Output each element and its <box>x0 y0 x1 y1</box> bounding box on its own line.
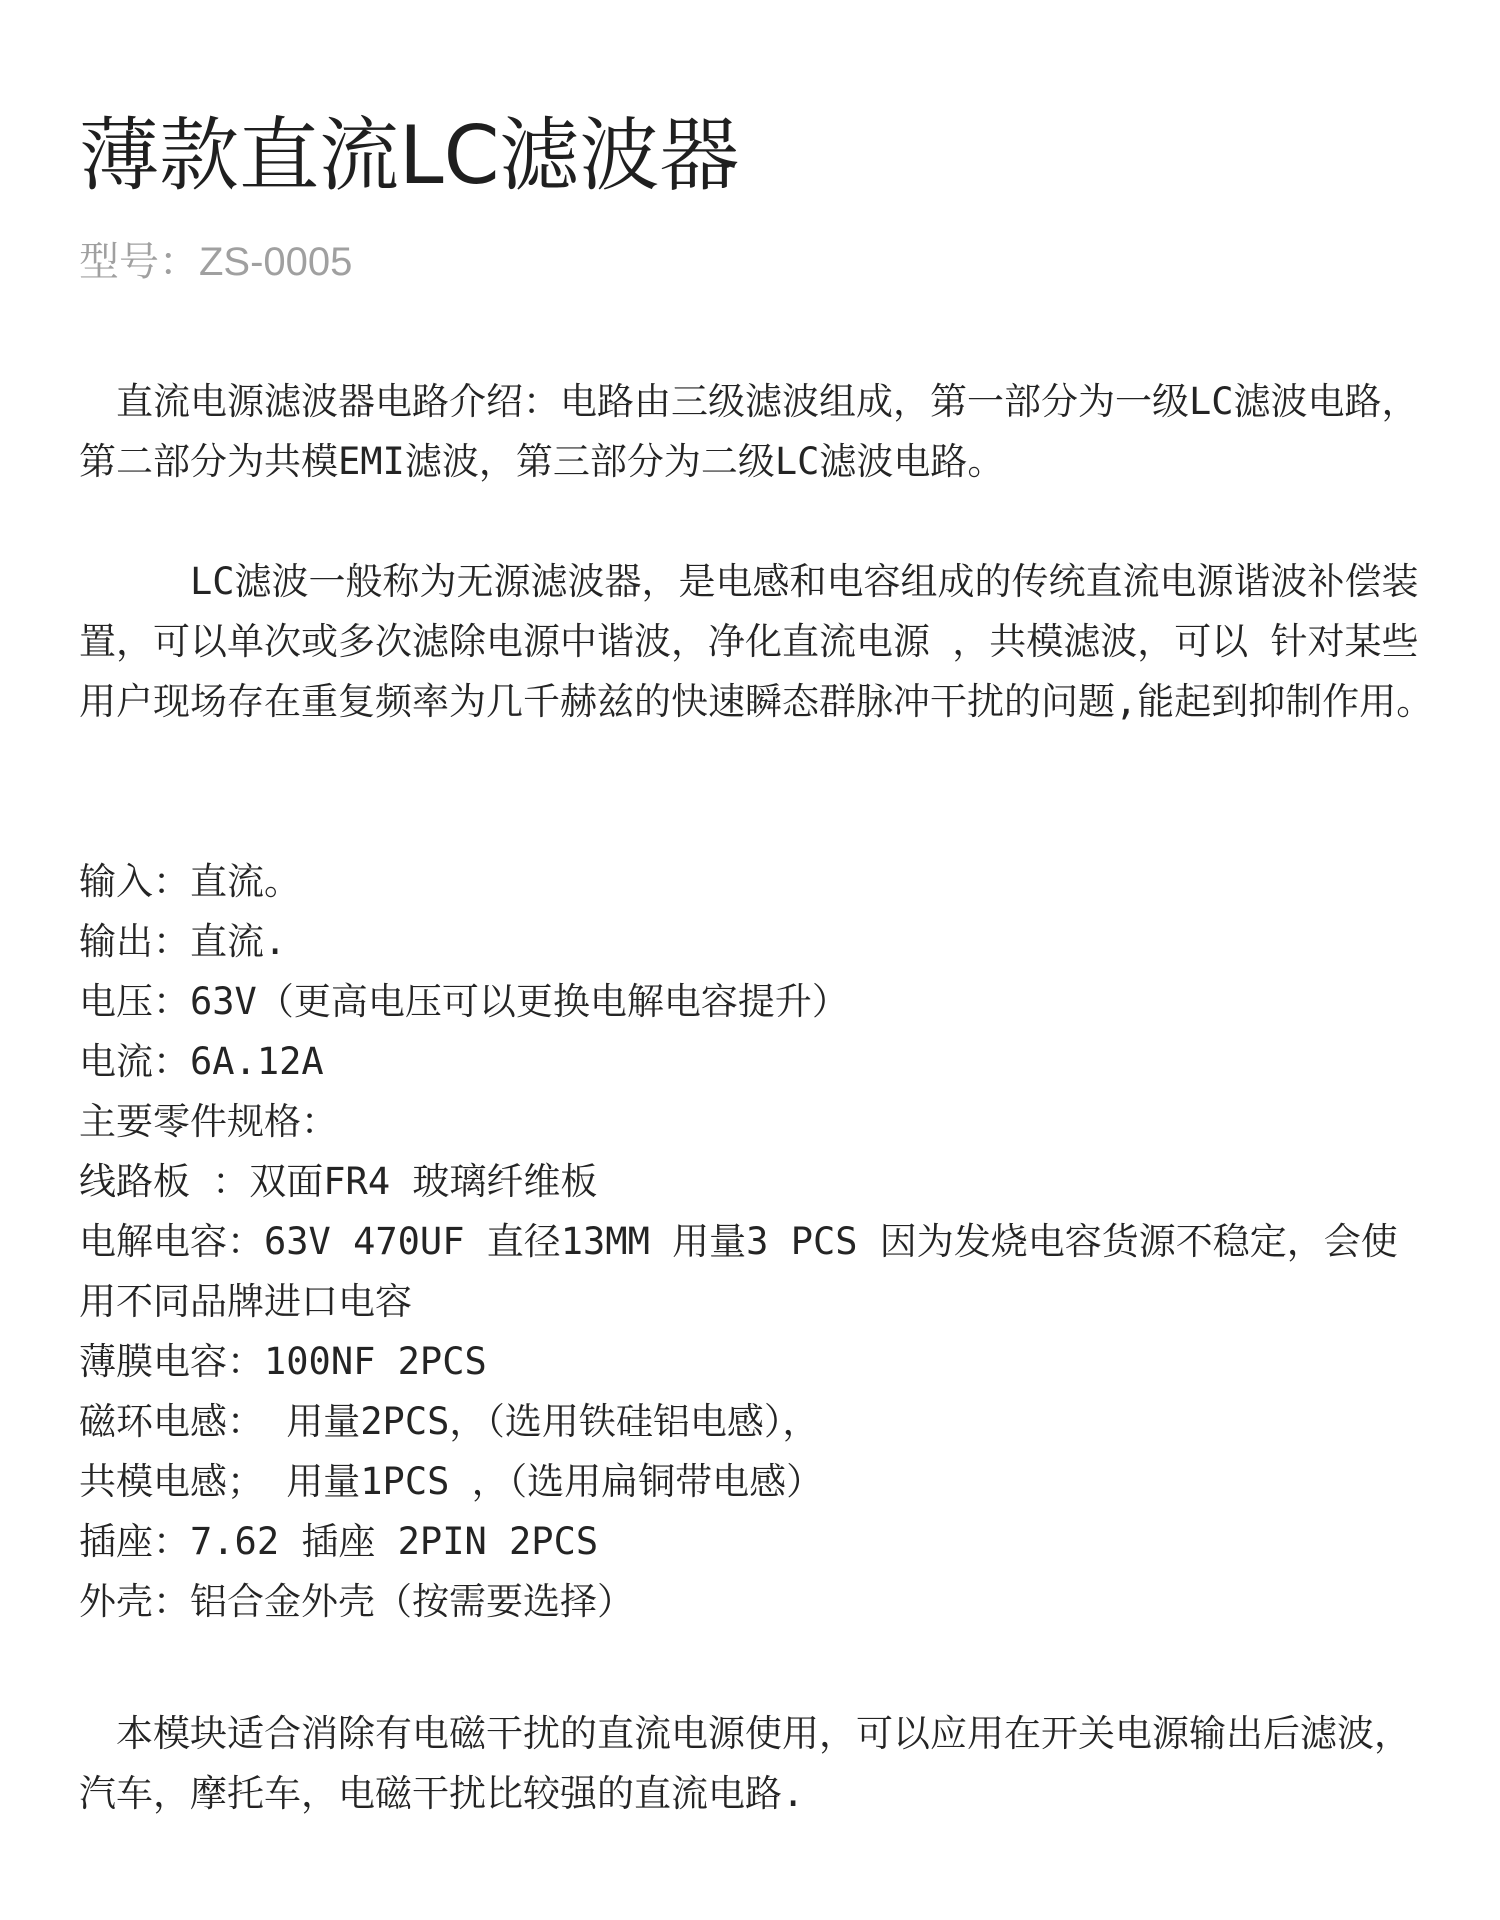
circuit-intro-paragraph: 直流电源滤波器电路介绍：电路由三级滤波组成，第一部分为一级LC滤波电路，第二部分为共模EMI滤波，第三部分为二级LC滤波电路。 <box>79 380 1419 483</box>
spec-electrolytic-capacitor: 电解电容：63V 470UF 直径13MM 用量3 PCS 因为发烧电容货源不稳定，会使用不同品牌进口电容 <box>79 1220 1398 1323</box>
spec-socket: 插座：7.62 插座 2PIN 2PCS <box>79 1520 599 1563</box>
spec-common-mode-inductor: 共模电感； 用量1PCS ，（选用扁铜带电感） <box>79 1460 824 1503</box>
spec-voltage: 电压：63V（更高电压可以更换电解电容提升） <box>79 980 849 1023</box>
model-number: 型号：ZS-0005 <box>79 240 353 284</box>
spec-circuit-board: 线路板 ：双面FR4 玻璃纤维板 <box>79 1160 598 1203</box>
page-title: 薄款直流LC滤波器 <box>79 109 740 202</box>
spec-list <box>79 852 1434 1632</box>
spec-output: 输出：直流. <box>79 920 287 963</box>
spec-current: 电流：6A.12A <box>79 1040 324 1083</box>
spec-input: 输入：直流。 <box>79 860 301 903</box>
spec-film-capacitor: 薄膜电容：100NF 2PCS <box>79 1340 487 1383</box>
spec-main-parts-heading: 主要零件规格： <box>79 1100 338 1143</box>
spec-enclosure: 外壳：铝合金外壳（按需要选择） <box>79 1580 634 1623</box>
lc-filter-paragraph: LC滤波一般称为无源滤波器，是电感和电容组成的传统直流电源谐波补偿装置，可以单次或多次滤除电源中谐波，净化直流电源 ，共模滤波，可以 针对某些用户现场存在重复频率为几千赫兹的快速瞬态群脉冲干扰的问题,能起到抑制作用。 <box>79 560 1434 723</box>
application-paragraph: 本模块适合消除有电磁干扰的直流电源使用，可以应用在开关电源输出后滤波，汽车，摩托车，电磁干扰比较强的直流电路. <box>79 1712 1411 1815</box>
spec-toroid-inductor: 磁环电感： 用量2PCS，（选用铁硅铝电感）， <box>79 1400 820 1443</box>
